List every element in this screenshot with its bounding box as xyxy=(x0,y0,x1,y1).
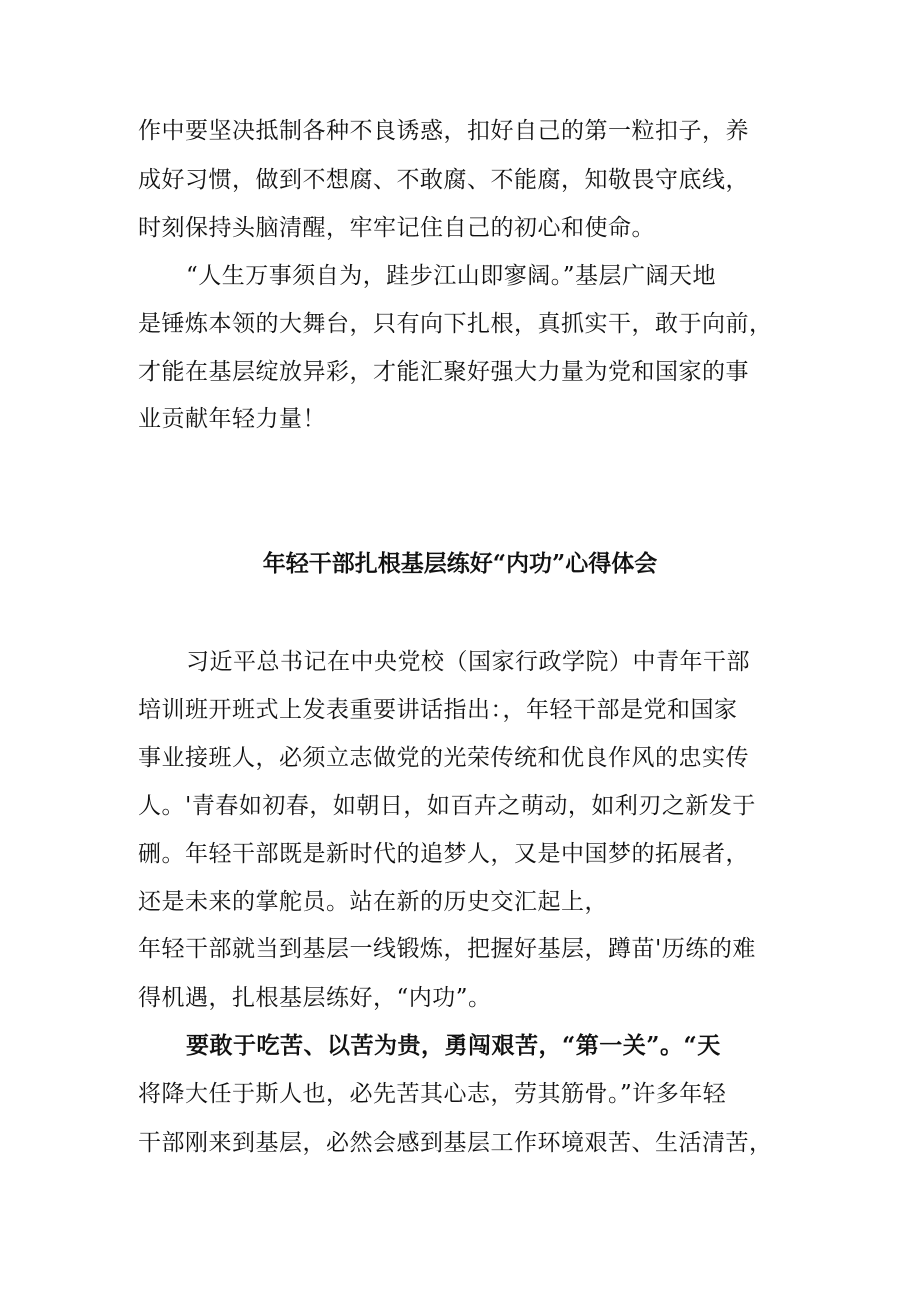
article-title: 年轻干部扎根基层练好“内功”心得体会 xyxy=(262,550,658,577)
paragraph-line: 作中要坚决抵制各种不良诱惑，扣好自己的第一粒扣子，养 xyxy=(138,118,749,144)
paragraph-line: 还是未来的掌舵员。站在新的历史交汇起上， xyxy=(138,889,608,915)
paragraph-line: 将降大任于斯人也，必先苦其心志，劳其筋骨。”许多年轻 xyxy=(138,1081,727,1107)
paragraph-line: 事业接班人，必须立志做党的光荣传统和优良作风的忠实传 xyxy=(138,745,749,771)
paragraph-line: “人生万事须自为，跬步江山即寥阔。”基层广阔天地 xyxy=(186,263,717,289)
section-heading: 要敢于吃苦、以苦为贵，勇闯艰苦，“第一关”。“天 xyxy=(186,1032,721,1059)
paragraph-line: 得机遇，扎根基层练好，“内功”。 xyxy=(138,985,492,1011)
paragraph-line: 时刻保持头脑清醒，牢牢记住自己的初心和使命。 xyxy=(138,215,655,241)
paragraph-line: 年轻干部就当到基层一线锻炼，把握好基层，蹲苗'历练的难 xyxy=(138,936,756,962)
paragraph-line: 业贡献年轻力量！ xyxy=(138,406,326,432)
paragraph-line: 习近平总书记在中央党校（国家行政学院）中青年干部 xyxy=(186,649,750,675)
paragraph-line: 才能在基层绽放异彩，才能汇聚好强大力量为党和国家的事 xyxy=(138,359,749,385)
paragraph-line: 硎。年轻干部既是新时代的追梦人，又是中国梦的拓展者， xyxy=(138,841,749,867)
paragraph-line: 成好习惯，做到不想腐、不敢腐、不能腐，知敬畏守底线， xyxy=(138,167,749,193)
paragraph-line: 干部刚来到基层，必然会感到基层工作环境艰苦、生活清苦， xyxy=(138,1130,773,1156)
paragraph-line: 人。'青春如初春，如朝日，如百卉之萌动，如利刃之新发于 xyxy=(138,793,756,819)
paragraph-line: 培训班开班式上发表重要讲话指出：，年轻干部是党和国家 xyxy=(138,697,738,723)
paragraph-line: 是锤炼本领的大舞台，只有向下扎根，真抓实干，敢于向前， xyxy=(138,311,773,337)
